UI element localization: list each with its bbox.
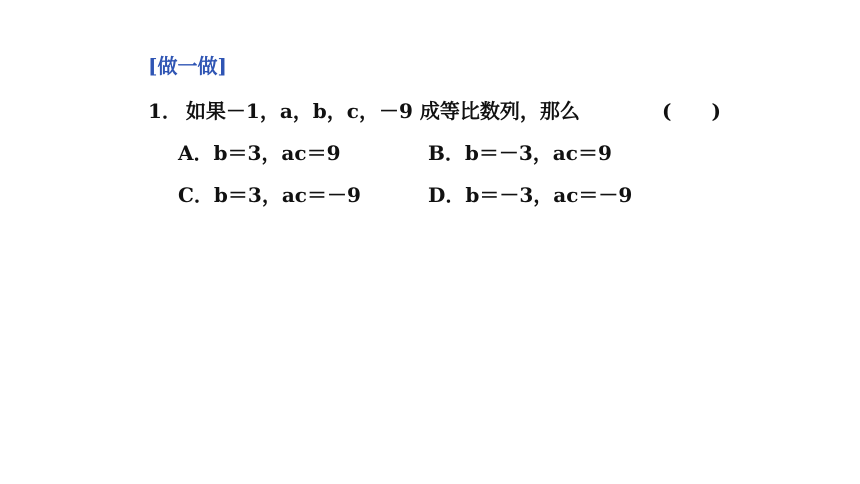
section-heading: [做一做] (148, 54, 227, 78)
option-a-letter: A． (178, 141, 214, 165)
answer-blank: ( ) (662, 99, 721, 123)
option-d-text: b＝－3，ac＝－9 (465, 183, 633, 207)
option-a-text: b＝3，ac＝9 (213, 141, 341, 165)
option-c-letter: C． (178, 183, 214, 207)
option-c (178, 179, 361, 208)
question-text: 如果－1，a，b，c，－9 成等比数列，那么 (185, 99, 580, 123)
option-d-letter: D． (428, 183, 466, 207)
option-a (178, 137, 340, 166)
option-b-letter: B． (428, 141, 465, 165)
option-d (428, 179, 632, 208)
question-number: 1． (148, 99, 182, 123)
option-c-text: b＝3，ac＝－9 (213, 183, 361, 207)
question-1 (148, 95, 748, 124)
option-b-text: b＝－3，ac＝9 (464, 141, 612, 165)
option-b (428, 137, 612, 166)
